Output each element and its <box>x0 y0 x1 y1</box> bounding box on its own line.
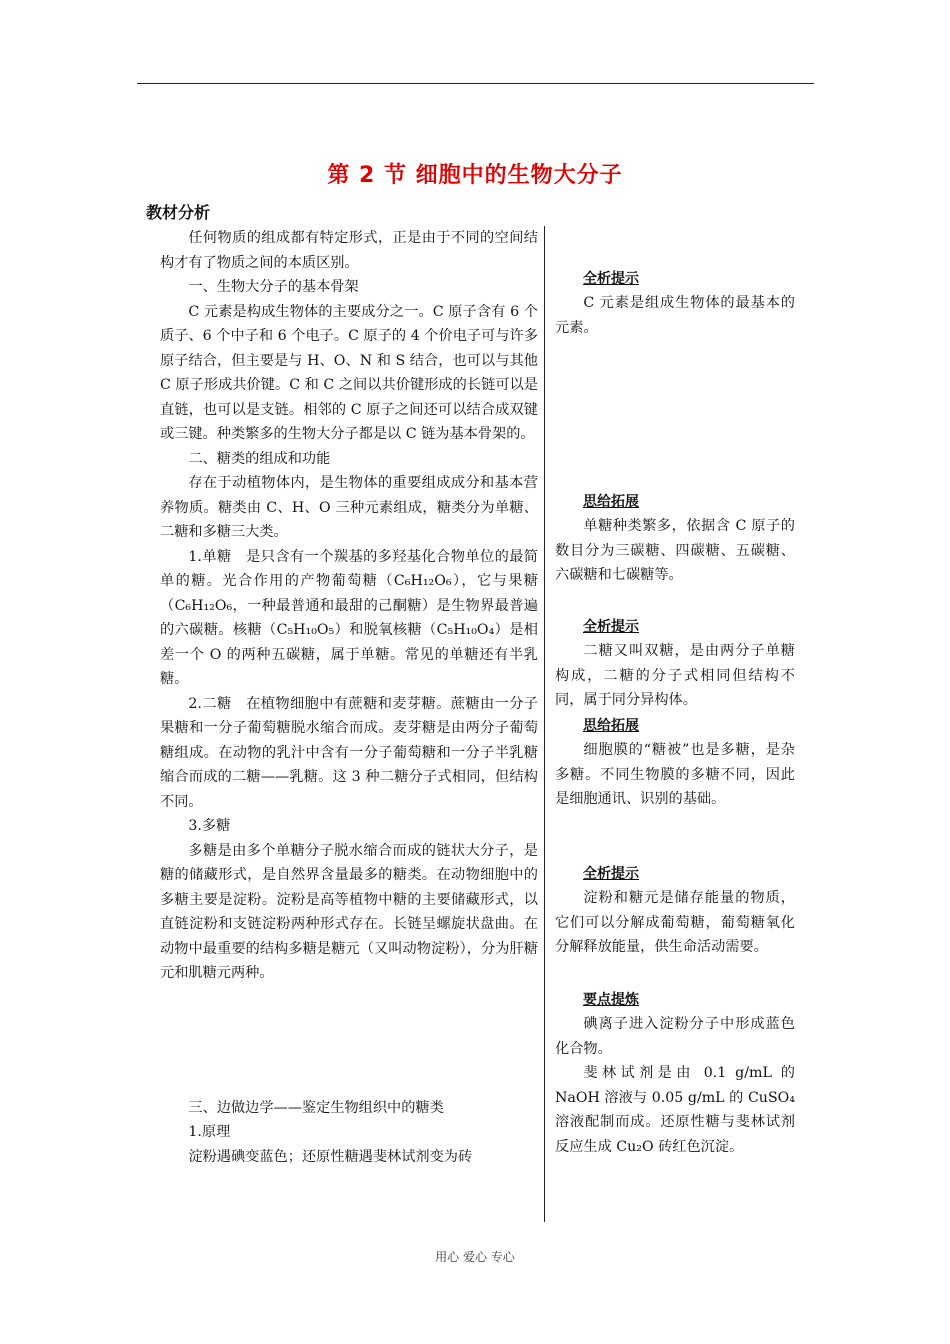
side-note-3 <box>555 615 795 713</box>
paragraph-principle: 淀粉遇碘变蓝色；还原性糖遇斐林试剂变为砖 <box>188 1148 473 1165</box>
heading-skeleton: 一、生物大分子的基本骨架 <box>188 279 359 295</box>
paragraph-intro: 任何物质的组成都有特定形式，正是由于不同的空间结构才有了物质之间的本质区别。 <box>160 230 538 271</box>
column-divider <box>544 226 545 1222</box>
paragraph-disaccharide: 2.二糖 在植物细胞中有蔗糖和麦芽糖。蔗糖由一分子果糖和一分子葡萄糖脱水缩合而成。麦芽糖是由两分子葡萄糖组成。在动物的乳汁中含有一分子葡萄糖和一分子半乳糖缩合而成的二糖——乳糖。这 3 种二糖分子式相同，但结构不同。 <box>160 695 538 810</box>
heading-sugars: 二、糖类的组成和功能 <box>188 450 331 467</box>
side-note-1-text: C 元素是组成生物体的最基本的元素。 <box>555 295 795 336</box>
page-footer: 用心 爱心 专心 <box>435 1250 515 1264</box>
side-note-6-head: 要点提炼 <box>583 992 639 1008</box>
heading-polysaccharide: 3.多糖 <box>188 818 231 834</box>
side-note-3-head: 全析提示 <box>583 619 639 635</box>
page-title: 第 2 节 细胞中的生物大分子 <box>327 163 623 188</box>
side-note-6-text-2: 斐林试剂是由 0.1 g/mL 的 NaOH 溶液与 0.05 g/mL 的 CuSO₄ 溶液配制而成。还原性糖与斐林试剂反应生成 Cu₂O 砖红色沉淀。 <box>555 1065 795 1155</box>
side-note-1-head: 全析提示 <box>583 271 639 287</box>
side-note-6-text-1: 碘离子进入淀粉分子中形成蓝色化合物。 <box>555 1016 795 1057</box>
side-note-5-text: 淀粉和糖元是储存能量的物质，它们可以分解成葡萄糖，葡萄糖氧化分解释放能量，供生命活动需要。 <box>555 890 795 955</box>
side-note-2 <box>555 490 795 588</box>
side-note-6 <box>555 988 795 1159</box>
side-note-2-text: 单糖种类繁多，依据含 C 原子的数目分为三碳糖、四碳糖、五碳糖、六碳糖和七碳糖等。 <box>555 518 795 583</box>
side-note-2-head: 思给拓展 <box>583 494 639 510</box>
main-column <box>160 226 538 1169</box>
header-rule <box>137 83 814 84</box>
heading-experiment: 三、边做边学——鉴定生物组织中的糖类 <box>188 1099 444 1116</box>
paragraph-sugars: 存在于动植物体内，是生物体的重要组成成分和基本营养物质。糖类由 C、H、O 三种元素组成，糖类分为单糖、二糖和多糖三大类。 <box>160 475 538 540</box>
side-note-1 <box>555 267 795 340</box>
side-note-3-text: 二糖又叫双糖，是由两分子单糖构成，二糖的分子式相同但结构不同，属于同分异构体。 <box>555 643 795 708</box>
blank-space <box>160 986 538 1096</box>
paragraph-polysaccharide: 多糖是由多个单糖分子脱水缩合而成的链状大分子，是糖的储藏形式，是自然界含量最多的糖类。在动物细胞中的多糖主要是淀粉。淀粉是高等植物中糖的主要储藏形式，以直链淀粉和支链淀粉两种形式存在。长链呈螺旋状盘曲。在动物中最重要的结构多糖是糖元（又叫动物淀粉），分为肝糖元和肌糖元两种。 <box>160 842 538 981</box>
heading-principle: 1.原理 <box>188 1124 231 1140</box>
side-note-4-head: 思给拓展 <box>583 718 639 734</box>
section-heading: 教材分析 <box>146 203 211 222</box>
paragraph-monosaccharide: 1.单糖 是只含有一个羰基的多羟基化合物单位的最简单的糖。光合作用的产物葡萄糖（C₆H₁₂O₆），它与果糖（C₆H₁₂O₆，一种最普通和最甜的己酮糖）是生物界最普遍的六碳糖。核糖（C₅H₁₀O₅）和脱氧核糖（C₅H₁₀O₄）是相差一个 O 的两种五碳糖，属于单糖。常见的单糖还有半乳糖。 <box>160 548 538 687</box>
side-note-5-head: 全析提示 <box>583 866 639 882</box>
paragraph-carbon: C 元素是构成生物体的主要成分之一。C 原子含有 6 个质子、6 个中子和 6 个电子。C 原子的 4 个价电子可与许多原子结合，但主要是与 H、O、N 和 S 结合，也可以与其他 C 原子形成共价键。C 和 C 之间以共价键形成的长链可以是直链，也可以是支链。相邻的 C 原子之间还可以结合成双键或三键。种类繁多的生物大分子都是以 C 链为基本骨架的。 <box>160 303 538 442</box>
side-note-4 <box>555 714 795 812</box>
side-note-4-text: 细胞膜的“糖被”也是多糖，是杂多糖。不同生物膜的多糖不同，因此是细胞通讯、识别的基础。 <box>555 742 795 807</box>
side-note-5 <box>555 862 795 960</box>
